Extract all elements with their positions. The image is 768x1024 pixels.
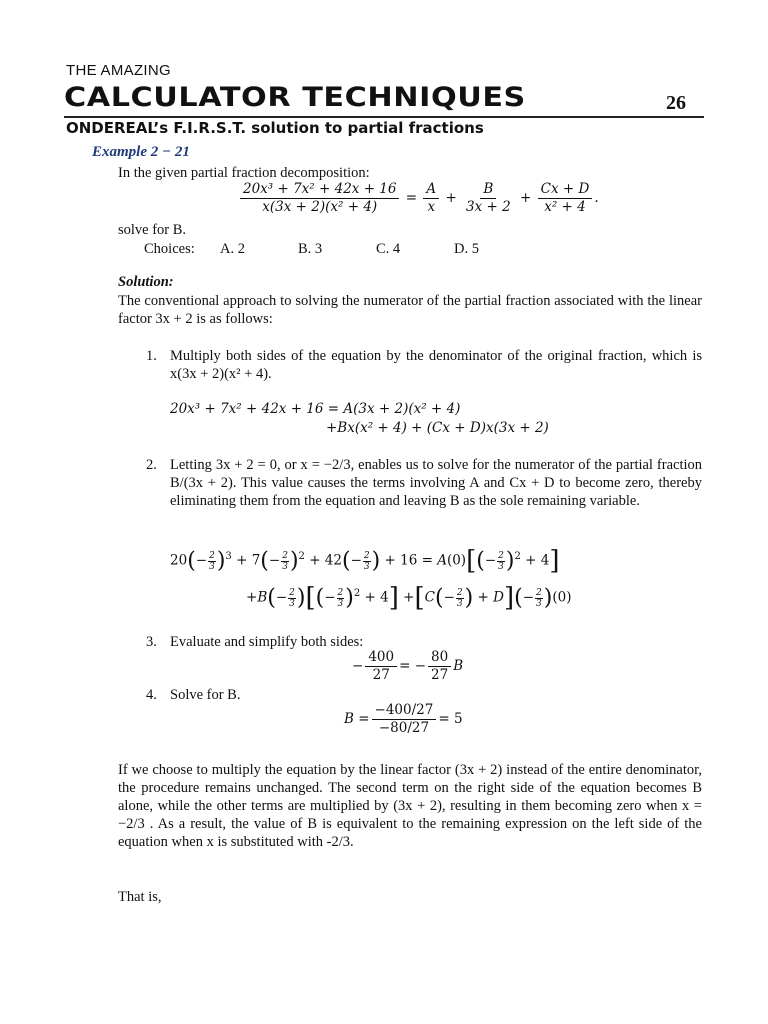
eq3-lhs-numerator: 400 — [365, 649, 397, 667]
eq3: − $\frac{400}{27}$ = − $\frac{80}{27}$ B — [352, 649, 464, 683]
choices-row — [144, 240, 479, 258]
header-small-title: THE AMAZING — [66, 62, 171, 79]
eq-b-numerator: B — [480, 181, 496, 199]
header-rule — [64, 116, 704, 118]
choices-label: Choices: — [144, 241, 195, 257]
page-number: 26 — [666, 92, 686, 114]
choice-b: B. 3 — [298, 241, 323, 257]
solution-intro: The conventional approach to solving the numerator of the partial fraction associated with the linear factor 3x + 2 is as follows: — [118, 293, 702, 327]
example-prompt: solve for B. — [118, 222, 187, 238]
eq-c-numerator: Cx + D — [538, 181, 593, 199]
substitution-line2: +B(− $\frac{2}{3}$ )[(− $\frac{2}{3}$ )$^2$ + 4] +[C(− $\frac{2}{3}$ ) + D](− $\frac{2}{3}$ )(0) — [246, 583, 572, 613]
step1-number: 1. — [146, 348, 157, 364]
eq1-line2: +Bx(x² + 4) + (Cx + D)x(3x + 2) — [326, 420, 549, 436]
choice-a: A. 2 — [220, 241, 245, 257]
header-big-title: CALCULATOR TECHNIQUES — [64, 82, 526, 113]
substitution-line1: 20(− $\frac{2}{3}$ )$^3$ + 7(− $\frac{2}{3}$ )$^2$ + 42(− $\frac{2}{3}$ ) + 16 = A(0)[(− $\frac{2}{3}$ )$^2$ + 4] — [170, 546, 560, 576]
step3-number: 3. — [146, 634, 157, 650]
eq4: B = $\frac{-400/27}{-80/27}$ = 5 — [344, 702, 463, 736]
step4-number: 4. — [146, 687, 157, 703]
step3-text: Evaluate and simplify both sides: — [170, 634, 364, 650]
eq-lhs-denominator: x(3x + 2)(x² + 4) — [262, 199, 378, 215]
eq3-lhs-denominator: 27 — [372, 667, 390, 683]
eq-b-denominator: 3x + 2 — [466, 199, 511, 215]
choice-c: C. 4 — [376, 241, 401, 257]
eq-c-denominator: x² + 4 — [544, 199, 586, 215]
eq4-denominator: −80/27 — [378, 720, 430, 736]
eq4-numerator: −400/27 — [372, 702, 437, 720]
solution-heading: Solution: — [118, 274, 174, 290]
eq-a-denominator: x — [427, 199, 436, 215]
eq1-line1: 20x³ + 7x² + 42x + 16 = A(3x + 2)(x² + 4) — [170, 401, 461, 417]
eq3-rhs-denominator: 27 — [431, 667, 449, 683]
step2-text: Letting 3x + 2 = 0, or x = −2/3, enables us to solve for the numerator of the partial fraction B/(3x + 2). This value causes the terms involving A and Cx + D to become zero, thereby eliminating them from the equation and leaving B as the sole remaining variable. — [170, 457, 702, 509]
decomposition-equation: $\frac{\text{20x³ + 7x² + 42x + 16}}{\text{x(3x + 2)(x² + 4)}}$ = $\frac{A}{x}$ + $\frac{B}{3x + 2}$ + $\frac{Cx + D}{\text{x² + 4}}$ . — [238, 181, 599, 216]
eq4-result: = 5 — [438, 711, 463, 727]
step4-text: Solve for B. — [170, 687, 241, 703]
step1-text: Multiply both sides of the equation by the denominator of the original fraction, which is x(3x + 2)(x² + 4). — [170, 348, 702, 382]
section-subtitle: ONDEREAL’s F.I.R.S.T. solution to partial fractions — [66, 119, 484, 137]
choice-d: D. 5 — [454, 241, 479, 257]
eq3-rhs-numerator: 80 — [428, 649, 451, 667]
step2-number: 2. — [146, 457, 157, 473]
explanation-paragraph: If we choose to multiply the equation by the linear factor (3x + 2) instead of the entire denominator, the procedure remains unchanged. The second term on the right side of the equation becomes B alone, while the other terms are multiplied by (3x + 2), resulting in them becoming zero when x = −2/3 . As a result, the value of B is equivalent to the remaining expression on the left side of the equation when x is substituted with -2/3. — [118, 762, 702, 850]
example-label: Example 2 − 21 — [92, 144, 190, 160]
closing-text: That is, — [118, 889, 162, 905]
eq-a-numerator: A — [423, 181, 439, 199]
eq-lhs-numerator: 20x³ + 7x² + 42x + 16 — [240, 181, 399, 199]
example-intro: In the given partial fraction decomposition: — [118, 165, 370, 181]
